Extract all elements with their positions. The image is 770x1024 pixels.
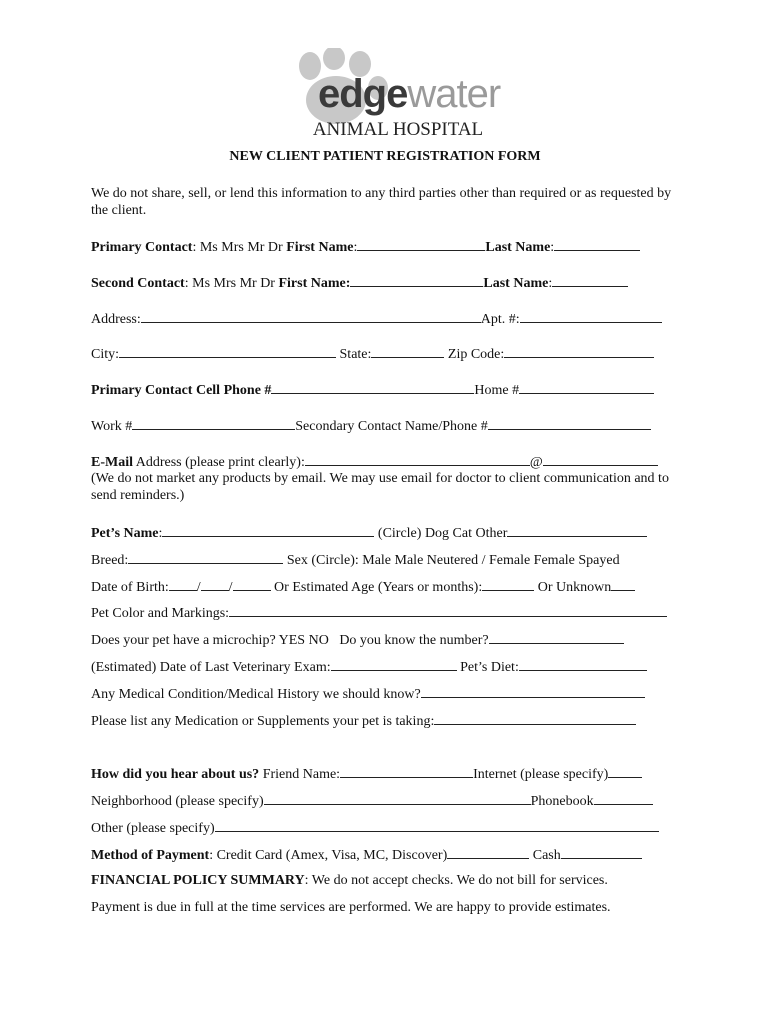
email-row bbox=[91, 453, 691, 471]
dob-year-field[interactable] bbox=[233, 578, 271, 591]
zip-field[interactable] bbox=[504, 345, 654, 358]
exam-row bbox=[91, 658, 691, 676]
phonebook-label: Phonebook bbox=[530, 794, 594, 809]
dob-day-field[interactable] bbox=[201, 578, 229, 591]
hospital-logo bbox=[288, 48, 501, 143]
breed-row bbox=[91, 551, 691, 569]
email-label: E-Mail bbox=[91, 455, 133, 470]
address-label: Address: bbox=[91, 312, 141, 327]
last-exam-label: (Estimated) Date of Last Veterinary Exam: bbox=[91, 660, 331, 675]
brand-water: water bbox=[407, 72, 501, 116]
second-first-name-field[interactable] bbox=[350, 274, 483, 287]
neighborhood-row bbox=[91, 792, 691, 810]
breed-field[interactable] bbox=[128, 551, 283, 564]
payment-method-row bbox=[91, 846, 691, 864]
credit-card-label: : Credit Card (Amex, Visa, MC, Discover) bbox=[209, 848, 448, 863]
neighborhood-field[interactable] bbox=[264, 792, 531, 805]
secondary-contact-label: Secondary Contact Name/Phone # bbox=[295, 419, 488, 434]
payment-method-label: Method of Payment bbox=[91, 848, 210, 863]
brand-edge: edge bbox=[318, 72, 408, 116]
cash-field[interactable] bbox=[561, 846, 642, 859]
other-referral-label: Other (please specify) bbox=[91, 821, 215, 836]
city-field[interactable] bbox=[119, 345, 336, 358]
second-last-name-field[interactable] bbox=[552, 274, 628, 287]
medication-field[interactable] bbox=[434, 712, 636, 725]
microchip-question[interactable]: Does your pet have a microchip? YES NO bbox=[91, 633, 329, 648]
second-first-name-label: First Name: bbox=[278, 276, 351, 291]
second-last-name-label: Last Name bbox=[483, 276, 549, 291]
second-contact-titles: : Ms Mrs Mr Dr bbox=[184, 276, 275, 291]
medication-label: Please list any Medication or Supplements your pet is taking: bbox=[91, 714, 435, 729]
state-field[interactable] bbox=[371, 345, 444, 358]
payment-due-note: Payment is due in full at the time services are performed. We are happy to provide estimates. bbox=[91, 900, 611, 915]
primary-last-name-label: Last Name bbox=[485, 240, 551, 255]
address-field[interactable] bbox=[141, 310, 481, 323]
financial-policy-row bbox=[91, 872, 691, 889]
city-row bbox=[91, 345, 691, 363]
microchip-number-field[interactable] bbox=[489, 631, 624, 644]
medical-history-field[interactable] bbox=[421, 685, 645, 698]
medical-history-label: Any Medical Condition/Medical History we should know? bbox=[91, 687, 421, 702]
credit-card-field[interactable] bbox=[447, 846, 529, 859]
brand-name bbox=[318, 74, 500, 114]
other-referral-field[interactable] bbox=[215, 819, 659, 832]
cell-phone-field[interactable] bbox=[271, 381, 474, 394]
sex-choices[interactable]: Sex (Circle): Male Male Neutered / Female Female Spayed bbox=[286, 553, 620, 568]
estimated-age-field[interactable] bbox=[482, 578, 534, 591]
work-row bbox=[91, 417, 691, 435]
secondary-contact-field[interactable] bbox=[488, 417, 651, 430]
estimated-age-label: Or Estimated Age (Years or months): bbox=[274, 580, 483, 595]
primary-contact-titles: : Ms Mrs Mr Dr bbox=[192, 240, 283, 255]
city-label: City: bbox=[91, 347, 120, 362]
referral-label: How did you hear about us? bbox=[91, 767, 260, 782]
primary-last-name-field[interactable] bbox=[554, 238, 640, 251]
dob-month-field[interactable] bbox=[169, 578, 197, 591]
color-field[interactable] bbox=[229, 604, 667, 617]
other-referral-row bbox=[91, 819, 691, 837]
breed-label: Breed: bbox=[91, 553, 129, 568]
financial-policy-label: FINANCIAL POLICY SUMMARY bbox=[91, 873, 305, 888]
diet-label: Pet’s Diet: bbox=[460, 660, 519, 675]
friend-name-field[interactable] bbox=[340, 765, 473, 778]
primary-first-name-label: First Name bbox=[286, 240, 354, 255]
microchip-number-label: Do you know the number? bbox=[339, 633, 489, 648]
home-phone-field[interactable] bbox=[519, 381, 654, 394]
privacy-note: We do not share, sell, or lend this information to any third parties other than required or as requested by the client. bbox=[91, 186, 672, 218]
pet-name-label: Pet’s Name bbox=[91, 526, 159, 541]
primary-first-name-field[interactable] bbox=[357, 238, 485, 251]
dob-slash-2: / bbox=[228, 580, 233, 595]
cash-label: Cash bbox=[532, 848, 561, 863]
dob-label: Date of Birth: bbox=[91, 580, 169, 595]
brand-subtitle: ANIMAL HOSPITAL bbox=[312, 119, 484, 140]
form-title: NEW CLIENT PATIENT REGISTRATION FORM bbox=[229, 149, 541, 164]
last-exam-field[interactable] bbox=[331, 658, 457, 671]
work-phone-label: Work # bbox=[91, 419, 133, 434]
neighborhood-label: Neighborhood (please specify) bbox=[91, 794, 264, 809]
cell-phone-label: Primary Contact Cell Phone # bbox=[91, 383, 272, 398]
zip-label: Zip Code: bbox=[447, 347, 505, 362]
primary-contact-row: Primary Contact: Ms Mrs Mr Dr First Name: Last Name: bbox=[91, 238, 691, 256]
dob-slash-1: / bbox=[196, 580, 201, 595]
species-other-field[interactable] bbox=[507, 524, 647, 537]
diet-field[interactable] bbox=[519, 658, 647, 671]
email-note: (We do not market any products by email. We may use email for doctor to client communication and to send reminders.) bbox=[91, 471, 669, 503]
friend-name-label: Friend Name: bbox=[259, 767, 341, 782]
work-phone-field[interactable] bbox=[132, 417, 295, 430]
microchip-row bbox=[91, 631, 691, 649]
phonebook-field[interactable] bbox=[594, 792, 653, 805]
color-label: Pet Color and Markings: bbox=[91, 606, 230, 621]
apt-label: Apt. #: bbox=[480, 312, 520, 327]
state-label: State: bbox=[339, 347, 372, 362]
medical-row bbox=[91, 685, 691, 703]
home-phone-label: Home # bbox=[474, 383, 520, 398]
unknown-label[interactable]: Or Unknown bbox=[537, 580, 612, 595]
second-contact-label: Second Contact bbox=[91, 276, 185, 291]
apt-field[interactable] bbox=[520, 310, 662, 323]
dob-row bbox=[91, 578, 691, 596]
pet-name-field[interactable] bbox=[162, 524, 374, 537]
pet-name-row: Pet’s Name: (Circle) Dog Cat Other bbox=[91, 524, 691, 542]
address-row bbox=[91, 310, 691, 328]
internet-label: Internet (please specify) bbox=[473, 767, 609, 782]
medication-row bbox=[91, 712, 691, 730]
email-at: @ bbox=[529, 455, 543, 470]
email-domain-field[interactable] bbox=[543, 453, 658, 466]
internet-field[interactable] bbox=[608, 765, 642, 778]
species-choices[interactable]: (Circle) Dog Cat Other bbox=[377, 526, 508, 541]
referral-row bbox=[91, 765, 691, 783]
email-user-field[interactable] bbox=[305, 453, 530, 466]
color-row bbox=[91, 604, 691, 622]
unknown-field[interactable] bbox=[611, 578, 635, 591]
phone-row bbox=[91, 381, 691, 399]
email-text: Address (please print clearly): bbox=[133, 455, 305, 470]
financial-policy-text: : We do not accept checks. We do not bill for services. bbox=[304, 873, 608, 888]
primary-contact-label: Primary Contact bbox=[91, 240, 193, 255]
second-contact-row: Second Contact: Ms Mrs Mr Dr First Name: Last Name: bbox=[91, 274, 691, 292]
